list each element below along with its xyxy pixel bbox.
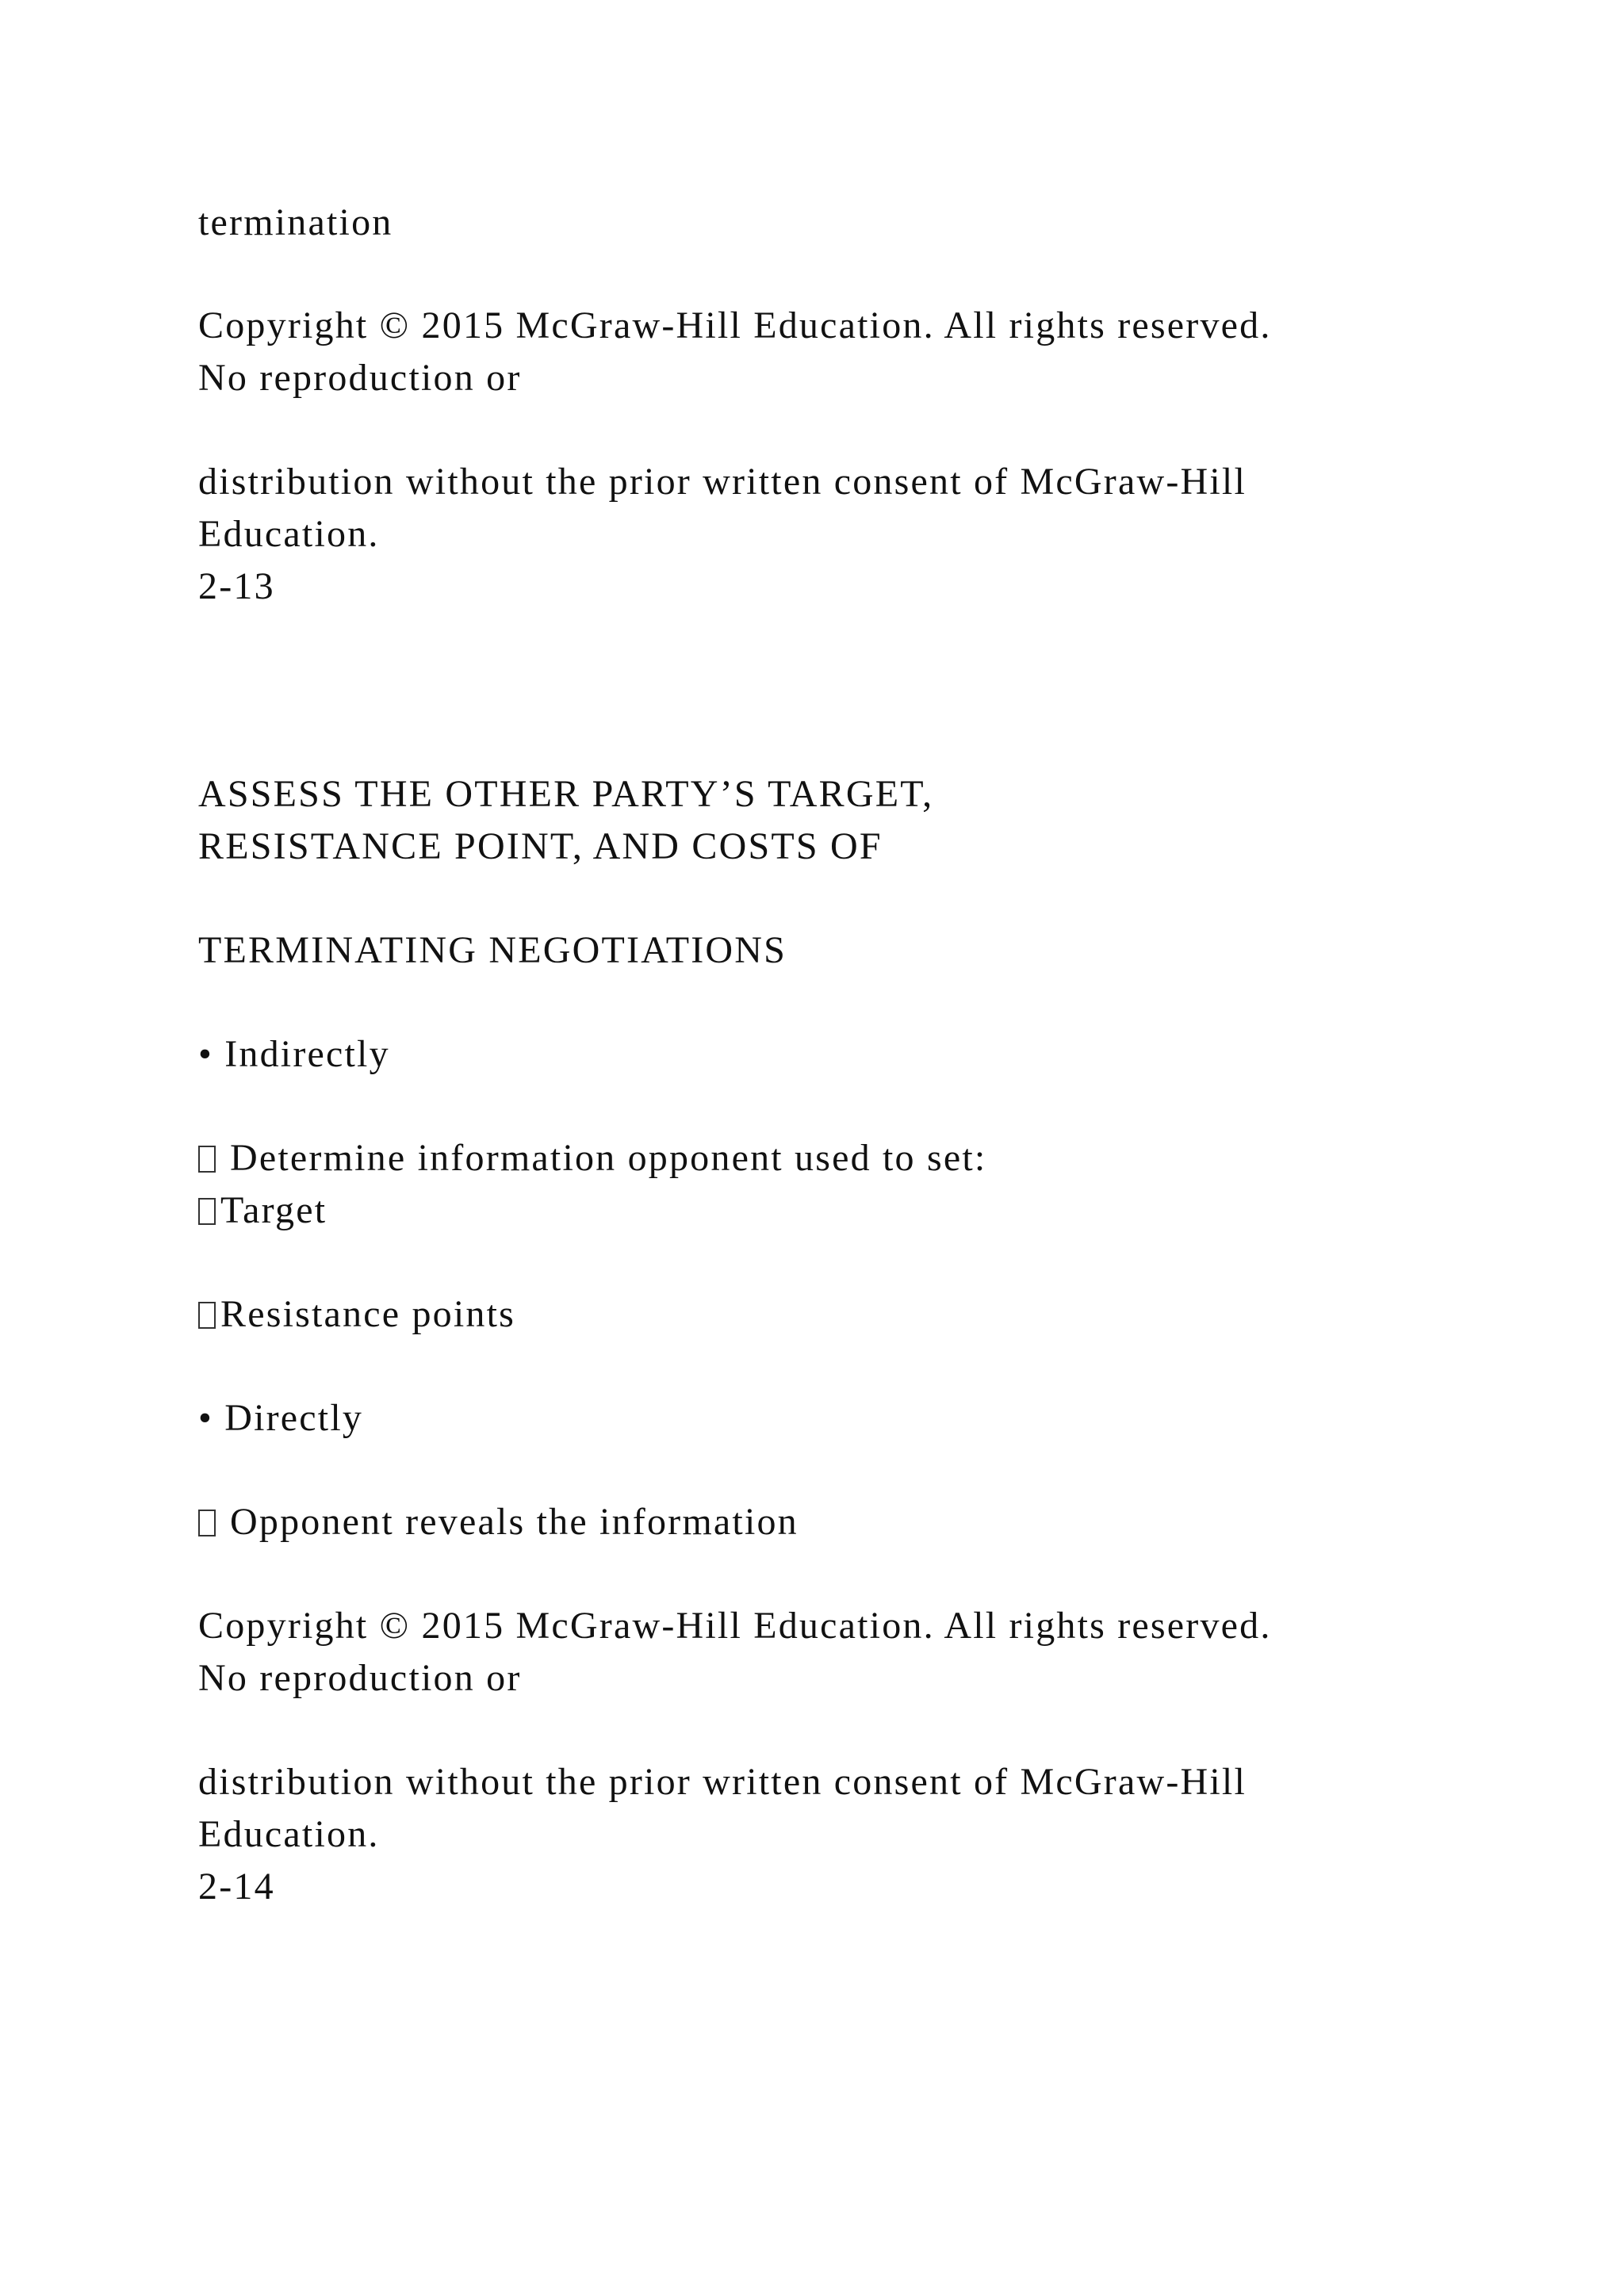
- missing-glyph-bullet-icon: [198, 1198, 216, 1225]
- copyright-line: Education.: [198, 1813, 380, 1855]
- copyright-line: No reproduction or: [198, 1657, 522, 1699]
- bullet-item: • Directly: [198, 1397, 364, 1439]
- sub-bullet-item: [198, 1496, 799, 1548]
- copyright-line: Education.: [198, 513, 380, 555]
- sub-bullet-text: Opponent reveals the information: [230, 1501, 799, 1543]
- missing-glyph-bullet-icon: [198, 1510, 216, 1536]
- copyright-line: Copyright © 2015 McGraw-Hill Education. All rights reserved.: [198, 304, 1272, 346]
- sub-sub-bullet-text: Target: [220, 1189, 327, 1231]
- sub-bullet-item: [198, 1132, 986, 1184]
- copyright-line: No reproduction or: [198, 357, 522, 399]
- copyright-line: distribution without the prior written consent of McGraw-Hill: [198, 461, 1247, 503]
- sub-sub-bullet-item: [198, 1184, 327, 1237]
- slide-number: 2-13: [198, 565, 275, 607]
- slide-number: 2-14: [198, 1866, 275, 1908]
- slide-heading: ASSESS THE OTHER PARTY’S TARGET,: [198, 773, 934, 815]
- sub-bullet-text: Determine information opponent used to set:: [230, 1137, 987, 1179]
- copyright-line: Copyright © 2015 McGraw-Hill Education. All rights reserved.: [198, 1605, 1272, 1647]
- sub-sub-bullet-item: [198, 1288, 515, 1341]
- bullet-item: • Indirectly: [198, 1033, 390, 1075]
- continued-text-termination: termination: [198, 201, 393, 243]
- sub-sub-bullet-text: Resistance points: [220, 1293, 516, 1335]
- missing-glyph-bullet-icon: [198, 1146, 216, 1173]
- slide-heading: RESISTANCE POINT, AND COSTS OF: [198, 825, 883, 867]
- copyright-line: distribution without the prior written consent of McGraw-Hill: [198, 1761, 1247, 1803]
- missing-glyph-bullet-icon: [198, 1302, 216, 1329]
- slide-heading: TERMINATING NEGOTIATIONS: [198, 929, 787, 971]
